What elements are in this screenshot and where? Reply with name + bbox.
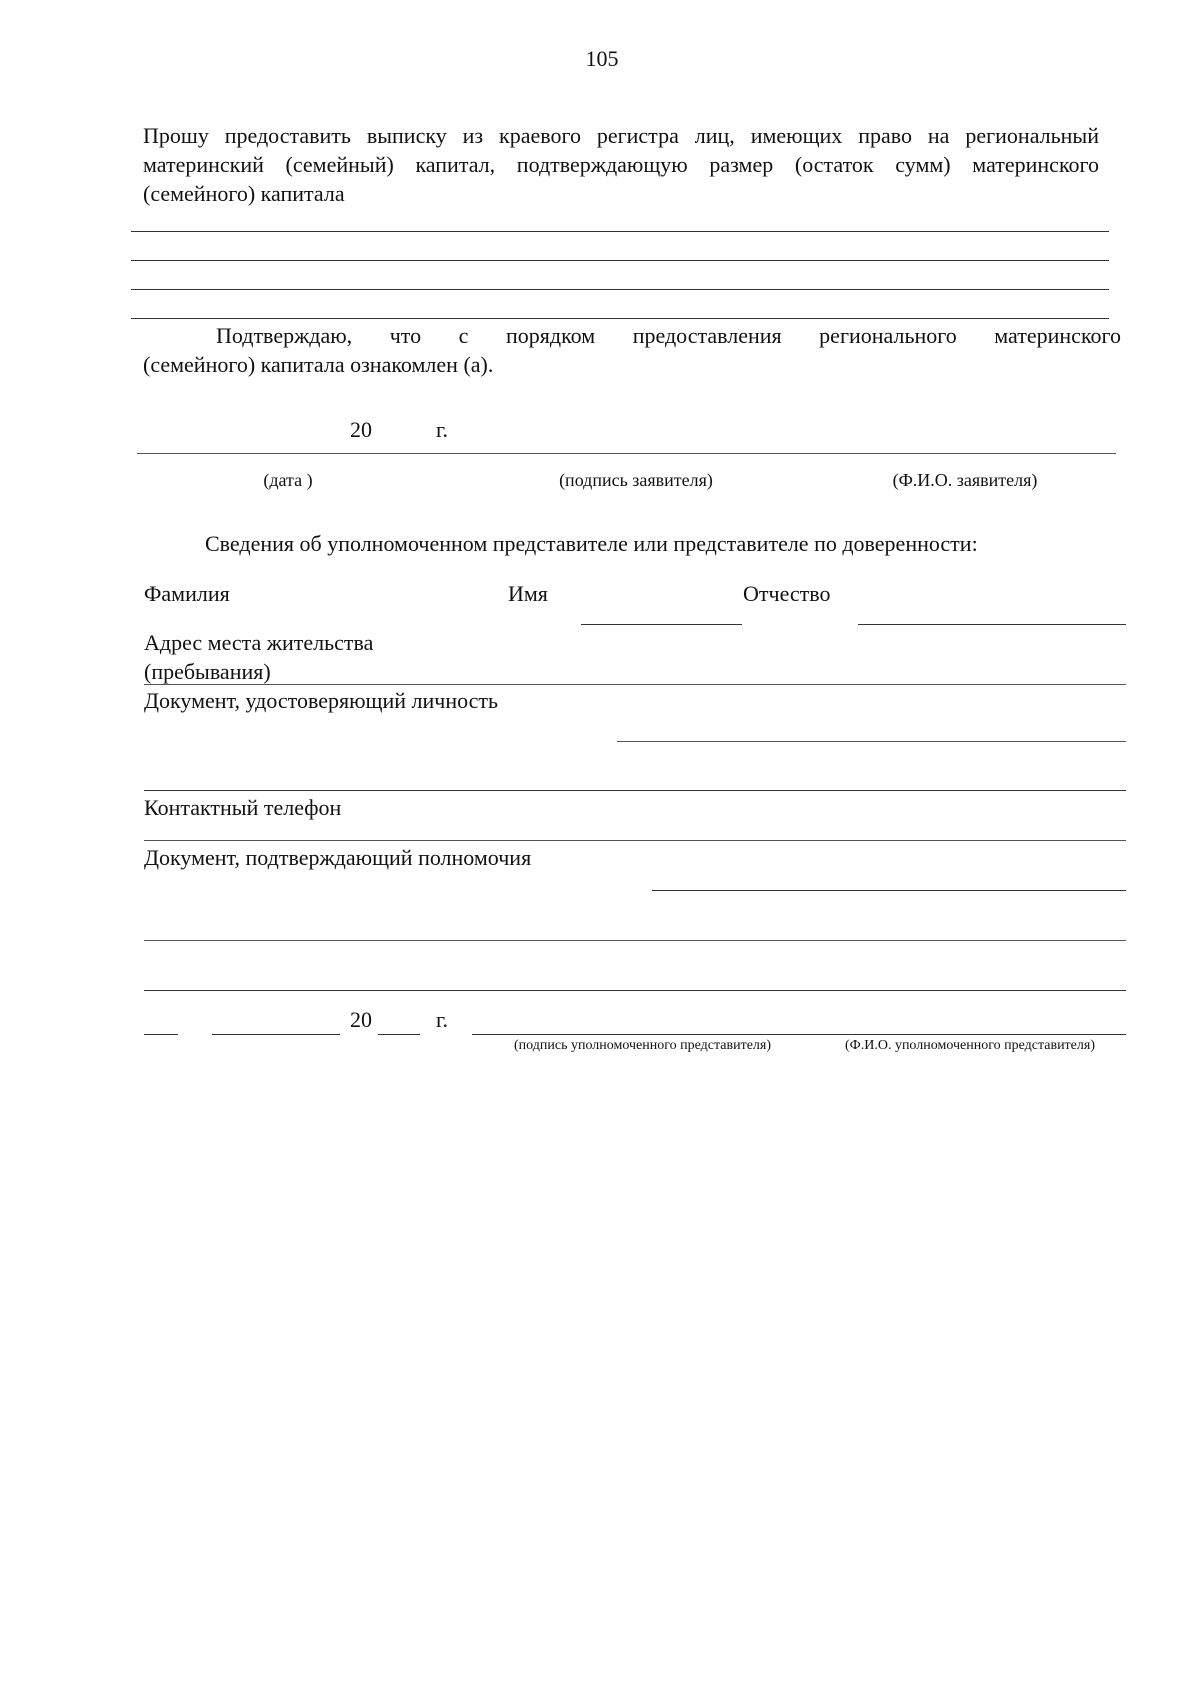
authority-document-label: Документ, подтверждающий полномочия [144, 845, 532, 870]
rep-year-line[interactable] [378, 1034, 420, 1035]
applicant-date-caption: (дата ) [263, 470, 313, 490]
rep-year-suffix: г. [436, 1007, 449, 1032]
name-fill-line[interactable] [581, 624, 742, 625]
rep-signature-line[interactable] [472, 1034, 1126, 1035]
confirm-paragraph-line2: (семейного) капитала ознакомлен (а). [143, 352, 494, 377]
confirm-line1-text: Подтверждаю, что с порядком предоставления регионального материнского [216, 323, 1121, 348]
applicant-fio-caption: (Ф.И.О. заявителя) [892, 470, 1038, 490]
rep-month-line[interactable] [212, 1034, 340, 1035]
rep-fio-caption: (Ф.И.О. уполномоченного представителя) [845, 1038, 1095, 1053]
id-document-fill-line-1[interactable] [617, 741, 1126, 742]
id-document-label: Документ, удостоверяющий личность [144, 688, 499, 713]
patronymic-fill-line[interactable] [858, 624, 1126, 625]
rep-year-prefix: 20 [350, 1007, 372, 1032]
applicant-signature-caption: (подпись заявителя) [559, 470, 713, 490]
rep-day-line[interactable] [144, 1034, 178, 1035]
request-fill-line-1[interactable] [131, 231, 1109, 232]
authority-fill-line-3[interactable] [144, 990, 1126, 991]
address-fill-line[interactable] [144, 684, 1126, 685]
patronymic-label: Отчество [743, 581, 831, 606]
address-label-line2: (пребывания) [144, 659, 271, 684]
request-fill-line-4[interactable] [131, 318, 1109, 319]
id-document-fill-line-2[interactable] [144, 790, 1126, 791]
authority-fill-line-2[interactable] [144, 940, 1126, 941]
rep-signature-caption: (подпись уполномоченного представителя) [514, 1038, 771, 1053]
applicant-signature-line[interactable] [137, 453, 1116, 454]
page-number: 105 [585, 46, 619, 71]
name-label: Имя [508, 581, 548, 606]
confirm-paragraph-line1 [143, 321, 1121, 350]
applicant-year-prefix: 20 [350, 417, 372, 442]
phone-label: Контактный телефон [144, 795, 342, 820]
request-fill-line-3[interactable] [131, 289, 1109, 290]
phone-fill-line[interactable] [144, 840, 1126, 841]
request-fill-line-2[interactable] [131, 260, 1109, 261]
surname-label: Фамилия [144, 581, 230, 606]
address-label-line1: Адрес места жительства [144, 630, 374, 655]
applicant-year-suffix: г. [436, 417, 449, 442]
authority-fill-line-1[interactable] [652, 890, 1126, 891]
representative-heading: Сведения об уполномоченном представителе или представителе по доверенности: [205, 531, 978, 556]
request-paragraph: Прошу предоставить выписку из краевого регистра лиц, имеющих право на региональный материнский (семейный) капитал, подтверждающую размер (остаток сумм) материнского (семейного) капитала [143, 123, 1099, 206]
